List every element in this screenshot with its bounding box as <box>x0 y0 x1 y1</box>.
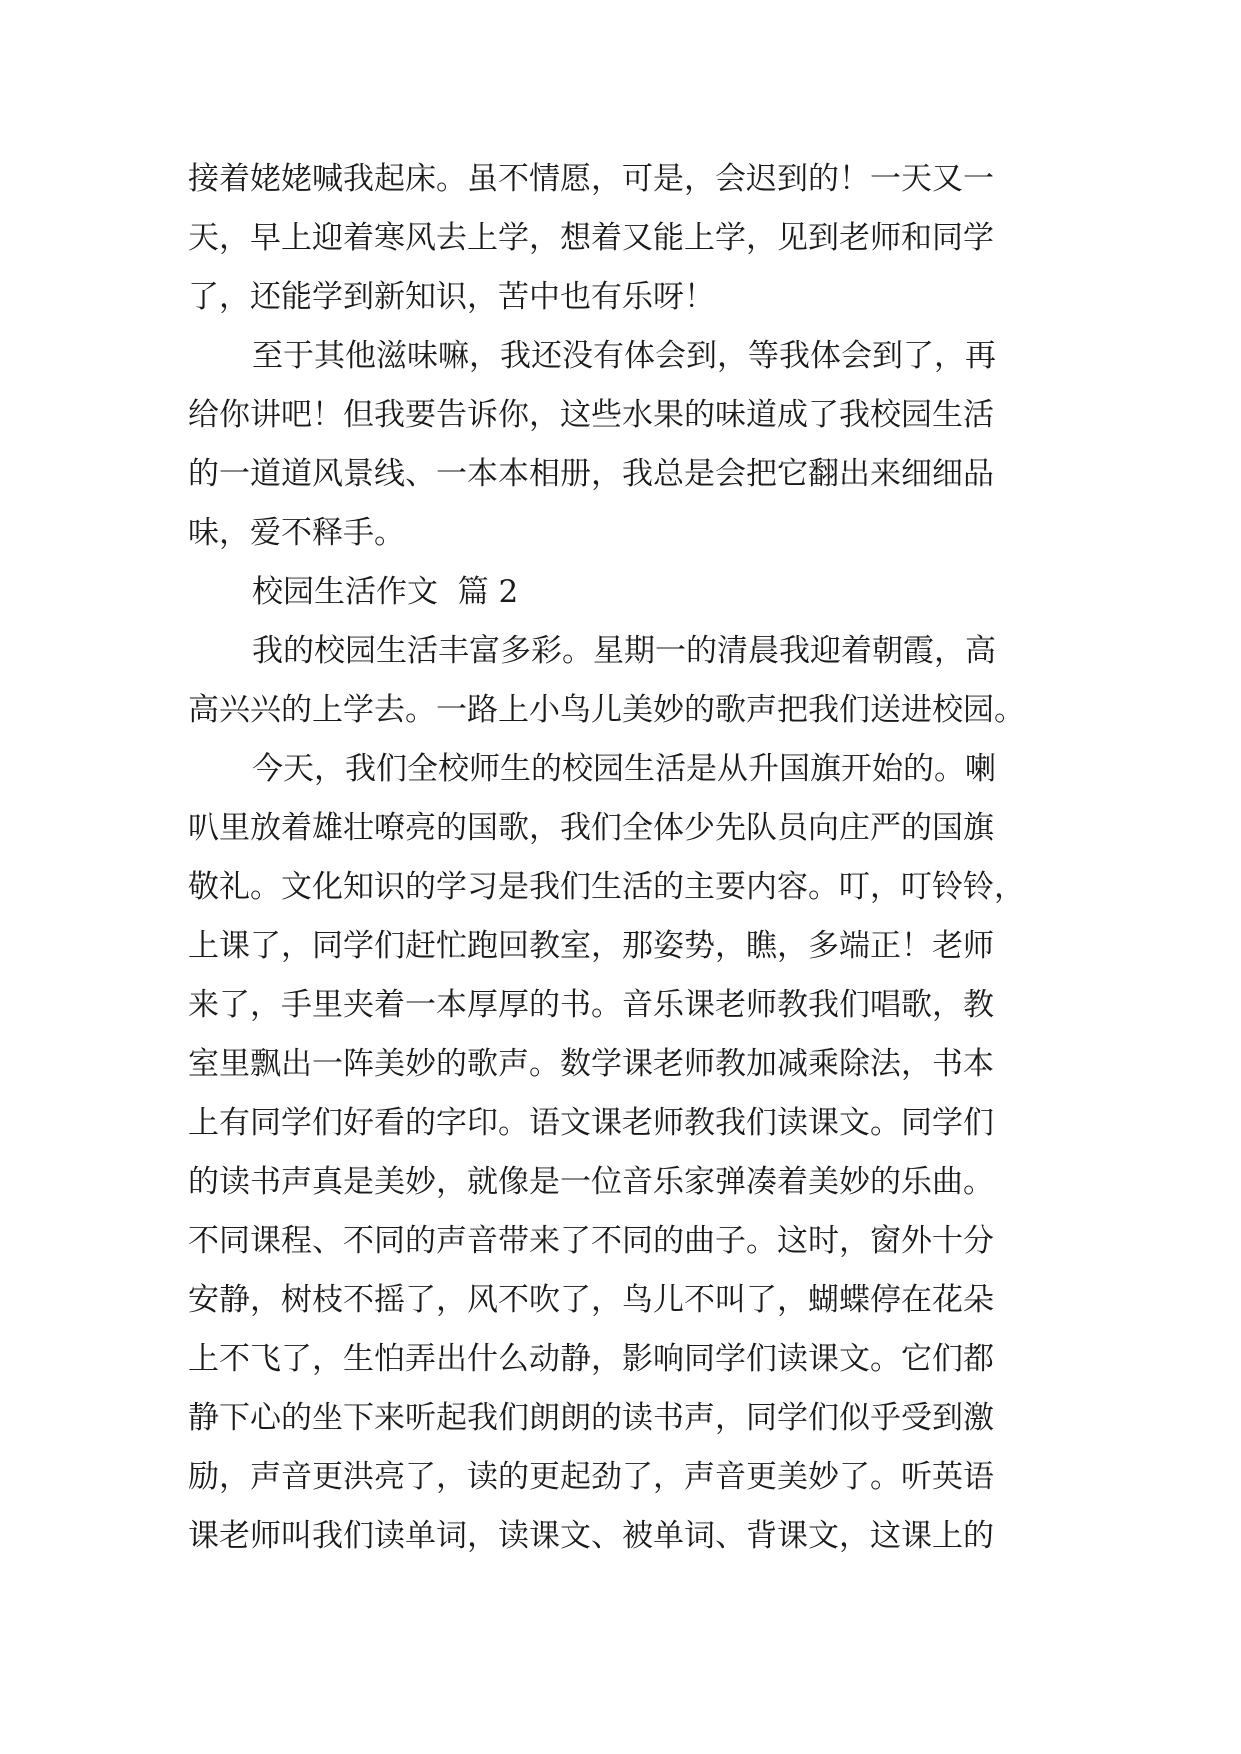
text-line: 我的校园生活丰富多彩。星期一的清晨我迎着朝霞，高 <box>252 633 996 669</box>
text-line: 天，早上迎着寒风去上学，想着又能上学，见到老师和同学 <box>188 220 994 256</box>
text-line: 至于其他滋味嘛，我还没有体会到，等我体会到了，再 <box>252 338 996 374</box>
text-line: 敬礼。文化知识的学习是我们生活的主要内容。叮，叮铃铃， <box>188 869 1025 905</box>
essay-body <box>188 150 1068 1566</box>
text-line: 静下心的坐下来听起我们朗朗的读书声，同学们似乎受到激 <box>188 1400 994 1436</box>
text-line: 了，还能学到新知识，苦中也有乐呀！ <box>188 279 715 315</box>
text-line: 励，声音更洪亮了，读的更起劲了，声音更美妙了。听英语 <box>188 1459 994 1495</box>
section-heading: 校园生活作文 篇 2 <box>252 574 519 610</box>
text-line: 室里飘出一阵美妙的歌声。数学课老师教加减乘除法，书本 <box>188 1046 994 1082</box>
text-line: 给你讲吧！但我要告诉你，这些水果的味道成了我校园生活 <box>188 397 994 433</box>
text-line: 上课了，同学们赶忙跑回教室，那姿势，瞧，多端正！老师 <box>188 928 994 964</box>
text-line: 的一道道风景线、一本本相册，我总是会把它翻出来细细品 <box>188 456 994 492</box>
text-line: 上不飞了，生怕弄出什么动静，影响同学们读课文。它们都 <box>188 1341 994 1377</box>
text-line: 叭里放着雄壮嘹亮的国歌，我们全体少先队员向庄严的国旗 <box>188 810 994 846</box>
text-line: 安静，树枝不摇了，风不吹了，鸟儿不叫了，蝴蝶停在花朵 <box>188 1282 994 1318</box>
text-line: 不同课程、不同的声音带来了不同的曲子。这时，窗外十分 <box>188 1223 994 1259</box>
text-line: 上有同学们好看的字印。语文课老师教我们读课文。同学们 <box>188 1105 994 1141</box>
text-line: 接着姥姥喊我起床。虽不情愿，可是，会迟到的！一天又一 <box>188 161 994 197</box>
text-line: 今天，我们全校师生的校园生活是从升国旗开始的。喇 <box>252 751 996 787</box>
text-line: 的读书声真是美妙，就像是一位音乐家弹凑着美妙的乐曲。 <box>188 1164 994 1200</box>
text-line: 味，爱不释手。 <box>188 515 405 551</box>
text-line: 课老师叫我们读单词，读课文、被单词、背课文，这课上的 <box>188 1518 994 1554</box>
text-line: 来了，手里夹着一本厚厚的书。音乐课老师教我们唱歌，教 <box>188 987 994 1023</box>
text-line: 高兴兴的上学去。一路上小鸟儿美妙的歌声把我们送进校园。 <box>188 692 1025 728</box>
